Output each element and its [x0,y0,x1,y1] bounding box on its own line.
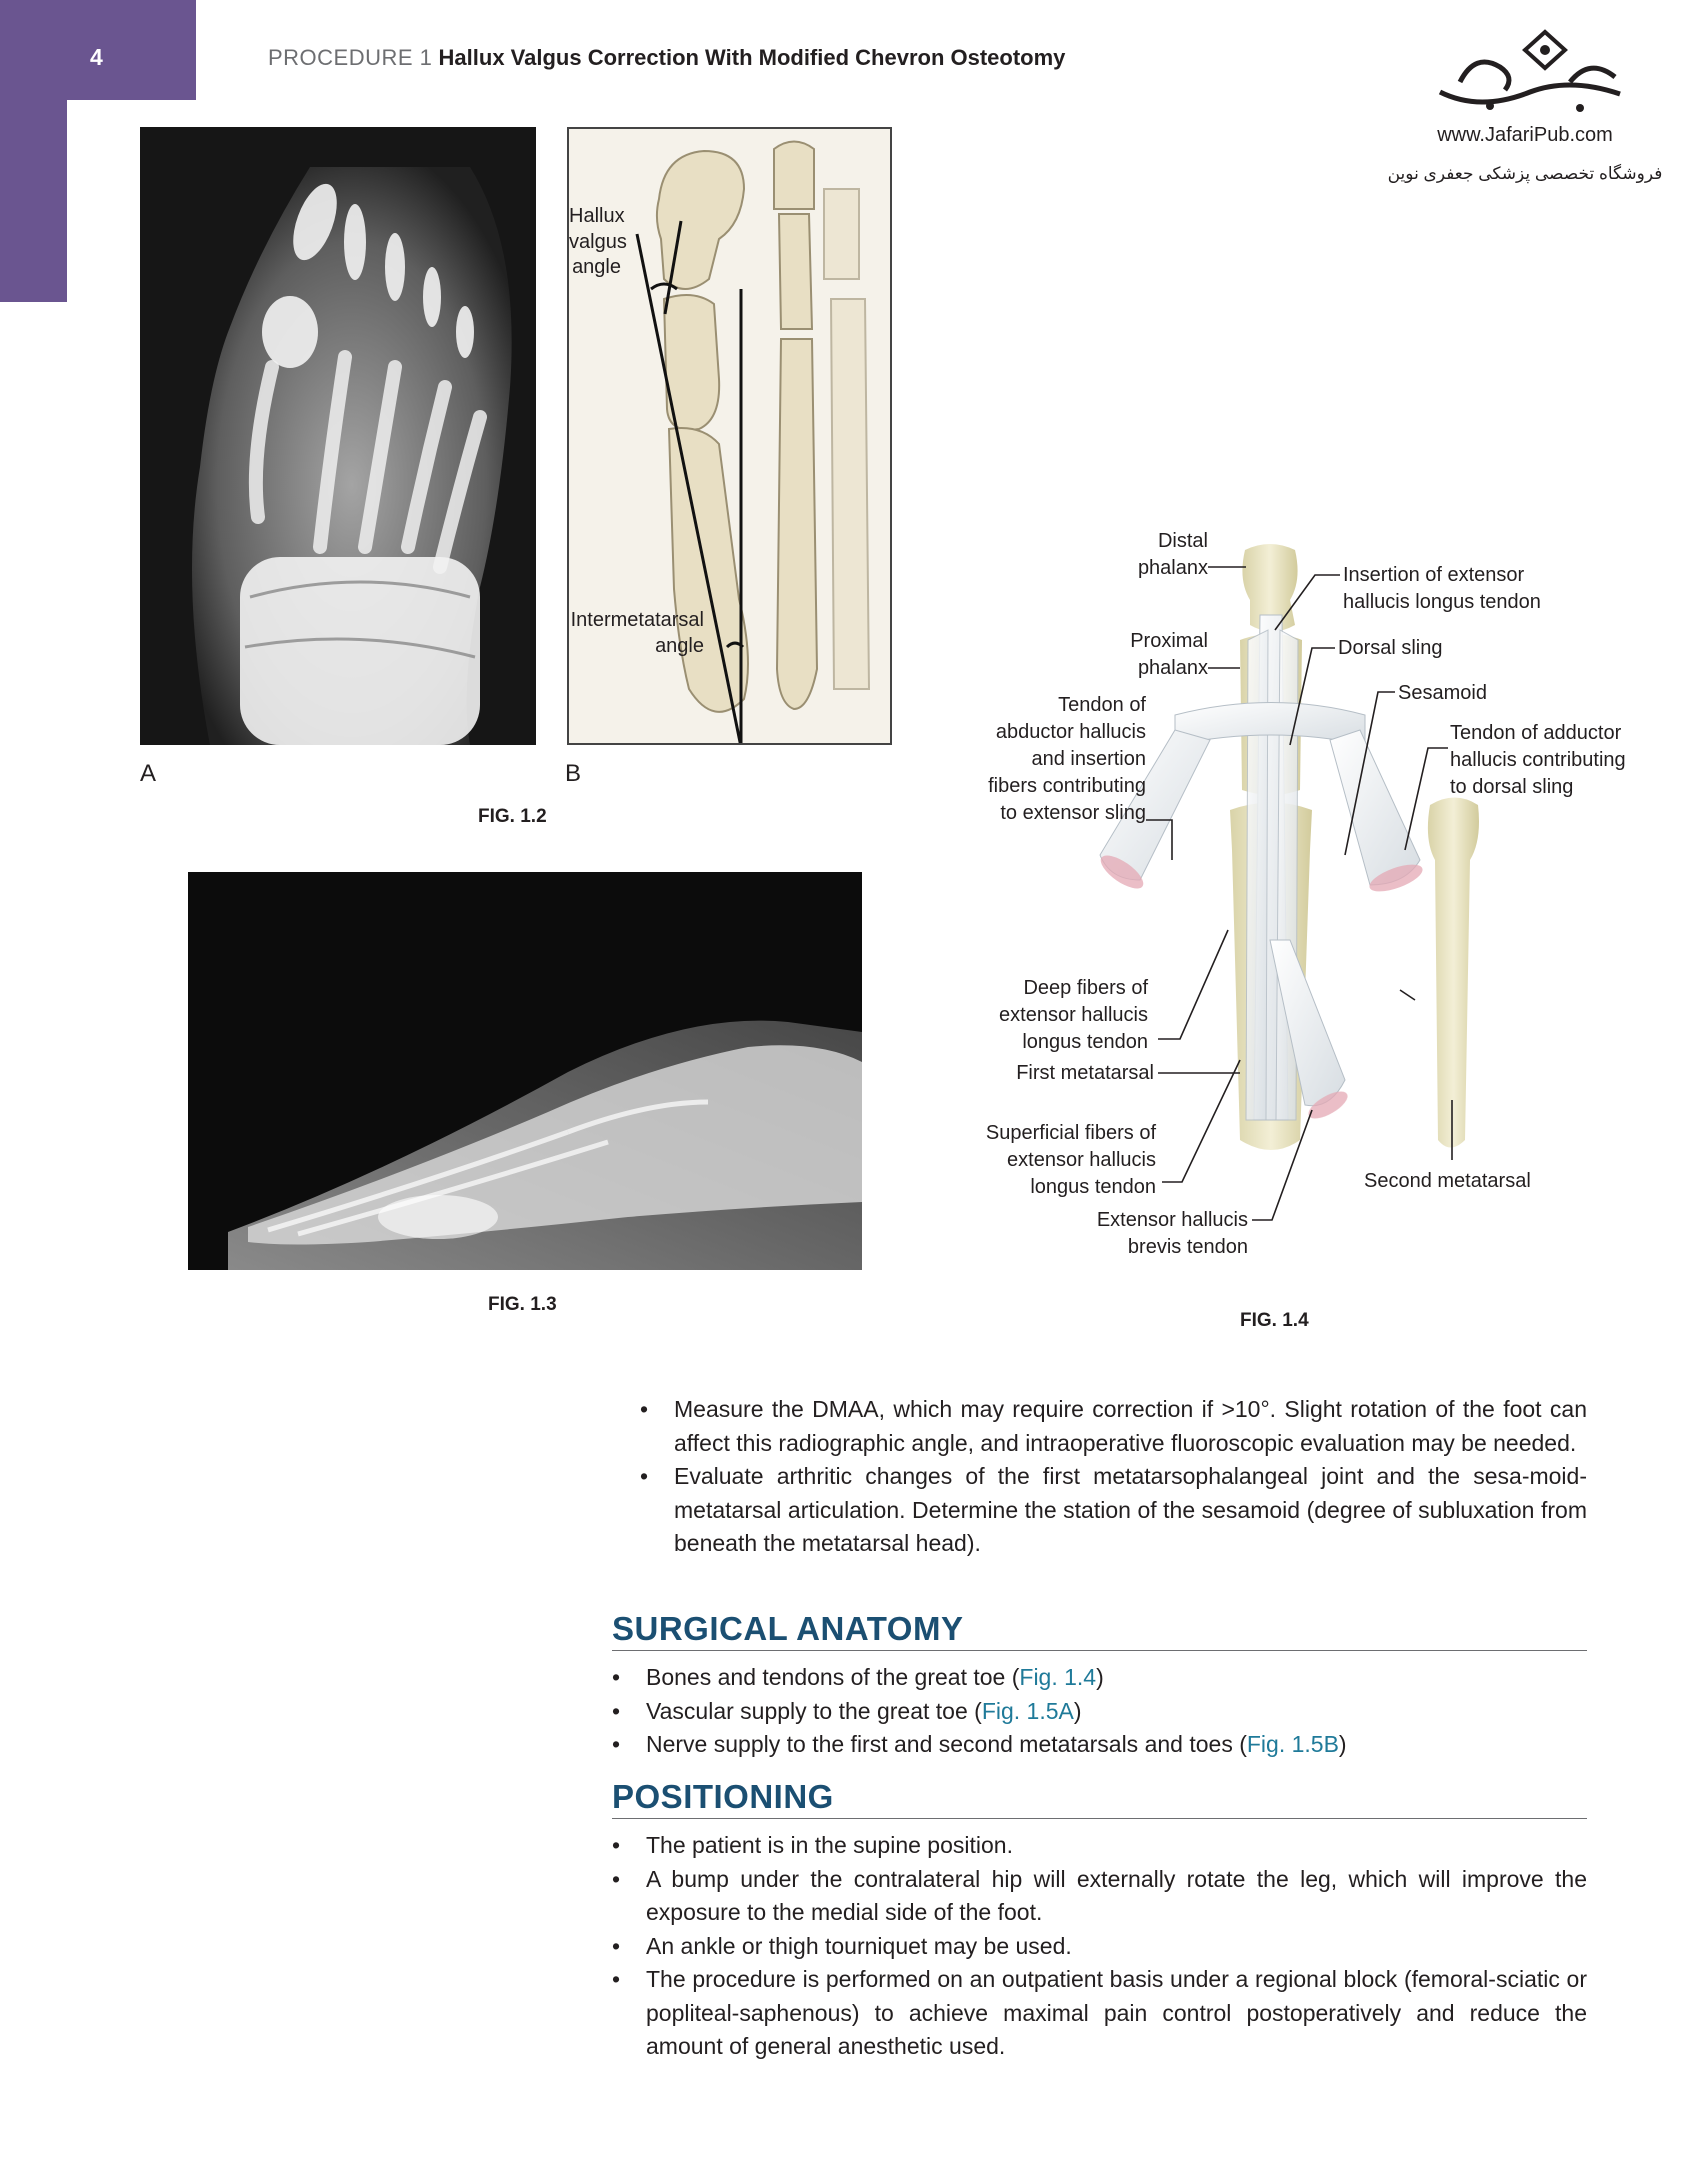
fig-1-4-link[interactable]: Fig. 1.4 [1019,1664,1097,1690]
page-tab-strip [0,100,67,302]
sesamoid-label: Sesamoid [1398,682,1487,704]
deep-fibers-ehl-label: Deep fibers of extensor hallucis longus tendon [999,977,1148,1053]
procedure-title: Hallux Valgus Correction With Modified Chevron Osteotomy [438,45,1066,70]
superficial-fibers-ehl-label: Superficial fibers of extensor hallucis longus tendon [985,1122,1156,1198]
second-metatarsal-label: Second metatarsal [1364,1170,1531,1192]
list-item: • Measure the DMAA, which may require correction if >10°. Slight rotation of the foot can affect this radiographic angle, and intraoperative fluoroscopic evaluation may be needed. [640,1396,1587,1456]
fig-1-5a-link[interactable]: Fig. 1.5A [981,1697,1074,1724]
panel-letter-b: B [565,760,582,787]
panel-letter-a: A [140,760,157,787]
lateral-foot-radiograph [188,872,862,1270]
fig-1-4-caption: FIG. 1.4 [1240,1310,1309,1331]
running-head [268,45,1065,71]
surgical-anatomy-heading: SURGICAL ANATOMY [612,1610,1587,1651]
great-toe-anatomy-illustration [950,520,1630,1280]
surgical-anatomy-list [612,1661,1587,1762]
first-metatarsal-label: First metatarsal [1016,1062,1154,1084]
page-number: 4 [90,44,103,70]
dorsal-sling-label: Dorsal sling [1338,637,1443,659]
hallux-valgus-angle-label: Hallux valgus angle [569,205,627,278]
list-item: • The patient is in the supine position. [612,1832,1013,1858]
intermetatarsal-angle-label: Intermetatarsal angle [570,609,704,657]
list-item: • Nerve supply to the first and second metatarsals and toes (Fig. 1.5B) [612,1731,1347,1757]
publisher-tagline: فروشگاه تخصصی پزشکی جعفری نوین [1387,164,1663,183]
list-item: • Evaluate arthritic changes of the first metatarsophalangeal joint and the sesa-moid-metatarsal articulation. Determine the station of the sesamoid (degree of subluxation from beneath the metatarsal head). [640,1463,1587,1556]
distal-phalanx-label: Distal phalanx [1137,530,1208,579]
publisher-url: www.JafariPub.com [1437,124,1613,146]
list-item: • Vascular supply to the great toe (Fig. 1.5A) [612,1697,1082,1724]
procedure-label: PROCEDURE 1 [268,45,433,70]
tendon-adductor-hallucis-label: Tendon of adductor hallucis contributing to dorsal sling [1450,722,1626,798]
tendon-abductor-hallucis-label: Tendon of abductor hallucis and insertion fibers contributing to extensor sling [988,694,1146,824]
fig-1-5b-link[interactable]: Fig. 1.5B [1246,1731,1339,1757]
hallux-valgus-angle-diagram [567,127,892,745]
intro-bullet-list [640,1393,1587,1561]
positioning-heading: POSITIONING [612,1778,1587,1819]
list-item: • An ankle or thigh tourniquet may be used. [612,1932,1072,1959]
list-item: • A bump under the contralateral hip will externally rotate the leg, which will improve the exposure to the medial side of the foot. [612,1865,1587,1925]
ap-foot-radiograph [140,127,536,745]
publisher-logo-icon [1420,22,1640,122]
positioning-list [612,1829,1587,2064]
fig-1-2-caption: FIG. 1.2 [478,806,547,827]
proximal-phalanx-label: Proximal phalanx [1130,630,1208,679]
fig-1-3-caption: FIG. 1.3 [488,1294,557,1315]
insertion-ehl-label: Insertion of extensor hallucis longus tendon [1343,564,1541,613]
ehb-tendon-label: Extensor hallucis brevis tendon [1096,1209,1248,1258]
list-item: • Bones and tendons of the great toe (Fig. 1.4) [612,1664,1104,1690]
list-item: • The procedure is performed on an outpatient basis under a regional block (femoral-sciatic or popliteal-saphenous) to achieve maximal pain control postoperatively and reduce the amount of general anesthetic used. [612,1966,1587,2059]
